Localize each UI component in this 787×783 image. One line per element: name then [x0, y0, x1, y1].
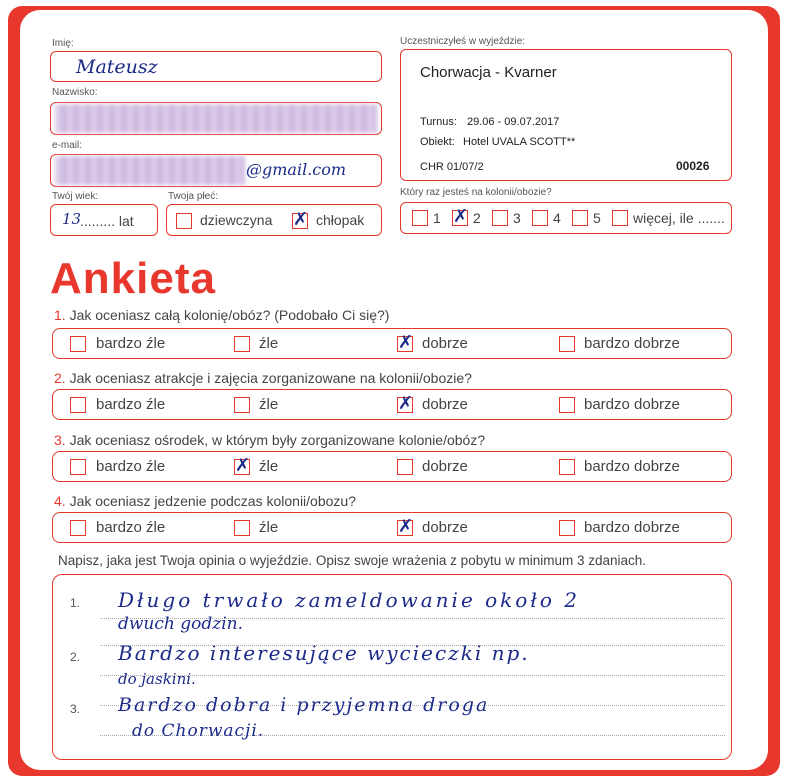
trip-number: 00026: [676, 159, 710, 173]
opinion-prompt: Napisz, jaka jest Twoja opinia o wyjeździe. Opisz swoje wrażenia z pobytu w minimum 3 zdaniach.: [58, 553, 647, 568]
option-label: bardzo dobrze: [584, 335, 680, 352]
checkbox-times-more[interactable]: [612, 210, 628, 226]
opinion-line-5: Bardzo dobra i przyjemna droga: [118, 694, 490, 716]
email-value: @gmail.com: [246, 160, 347, 179]
line-number-3: 3.: [70, 702, 81, 716]
question-text: Jak oceniasz ośrodek, w którym były zorganizowane kolonie/obóz?: [69, 432, 486, 448]
obiekt-value: Hotel UVALA SCOTT**: [463, 136, 576, 148]
times-option-5: 5: [593, 210, 601, 226]
checkbox-q3-option-3[interactable]: [397, 459, 413, 475]
age-label: Twój wiek:: [52, 191, 99, 202]
option-label: źle: [259, 335, 279, 352]
gender-option-chlopak: chłopak: [316, 212, 365, 228]
checkbox-q2-option-4[interactable]: [559, 397, 575, 413]
option-label: bardzo dobrze: [584, 519, 680, 536]
check-mark-icon: ✗: [398, 393, 414, 414]
name-label: Imię:: [52, 38, 74, 49]
opinion-line-4: do jaskini.: [118, 670, 196, 688]
option-label: dobrze: [422, 519, 468, 536]
option-label: bardzo źle: [96, 396, 166, 413]
age-value: 13: [62, 210, 82, 228]
line-number-2: 2.: [70, 650, 81, 664]
checkbox-times-2[interactable]: [452, 206, 469, 227]
option-label: dobrze: [422, 335, 468, 352]
surname-redaction: [55, 104, 377, 133]
checkbox-q2-option-1[interactable]: [70, 397, 86, 413]
checkbox-times-3[interactable]: [492, 210, 508, 226]
checkbox-q3-option-1[interactable]: [70, 459, 86, 475]
question-number: 1.: [54, 307, 66, 323]
times-option-3: 3: [513, 210, 521, 226]
times-option-4: 4: [553, 210, 561, 226]
option-label: bardzo źle: [96, 335, 166, 352]
email-label: e-mail:: [52, 140, 83, 151]
option-label: bardzo dobrze: [584, 458, 680, 475]
checkbox-dziewczyna[interactable]: [176, 213, 192, 229]
trip-code: CHR 01/07/2: [420, 161, 484, 173]
option-label: źle: [259, 458, 279, 475]
checkbox-q4-option-4[interactable]: [559, 520, 575, 536]
checkbox-chlopak[interactable]: [292, 209, 309, 230]
times-option-1: 1: [433, 210, 441, 226]
opinion-line-2: dwuch godzin.: [118, 614, 244, 634]
survey-title: Ankieta: [50, 254, 216, 303]
surname-label: Nazwisko:: [52, 87, 98, 98]
option-label: dobrze: [422, 458, 468, 475]
option-label: dobrze: [422, 396, 468, 413]
obiekt-label: Obiekt:: [420, 136, 455, 148]
trip-name: Chorwacja - Kvarner: [420, 64, 557, 81]
checkbox-q1-option-1[interactable]: [70, 336, 86, 352]
question-number: 3.: [54, 432, 66, 448]
times-option-more: więcej, ile .......: [633, 210, 725, 226]
email-redaction: [55, 156, 245, 185]
checkbox-times-1[interactable]: [412, 210, 428, 226]
times-option-2: 2: [473, 210, 481, 226]
question-text: Jak oceniasz atrakcje i zajęcia zorganizowane na kolonii/obozie?: [69, 370, 472, 386]
checkbox-q2-option-3[interactable]: [397, 393, 414, 414]
check-mark-icon: ✗: [453, 206, 469, 227]
age-unit: ......... lat: [80, 213, 134, 229]
check-mark-icon: ✗: [293, 209, 309, 230]
checkbox-q1-option-2[interactable]: [234, 336, 250, 352]
check-mark-icon: ✗: [398, 516, 414, 537]
question-number: 2.: [54, 370, 66, 386]
checkbox-q4-option-3[interactable]: [397, 516, 414, 537]
check-mark-icon: ✗: [235, 455, 251, 476]
option-label: źle: [259, 519, 279, 536]
checkbox-q2-option-2[interactable]: [234, 397, 250, 413]
question-2: [54, 370, 472, 386]
option-label: bardzo źle: [96, 519, 166, 536]
check-mark-icon: ✗: [398, 332, 414, 353]
turnus-label: Turnus:: [420, 116, 457, 128]
opinion-line-3: Bardzo interesujące wycieczki np.: [118, 641, 530, 665]
checkbox-q3-option-2[interactable]: [234, 455, 251, 476]
question-text: Jak oceniasz jedzenie podczas kolonii/obozu?: [69, 493, 356, 509]
name-value: Mateusz: [76, 56, 158, 78]
line-number-1: 1.: [70, 596, 81, 610]
opinion-line-6: do Chorwacji.: [132, 721, 265, 741]
participant-label: Uczestniczyłeś w wyjeździe:: [400, 36, 526, 47]
checkbox-q4-option-2[interactable]: [234, 520, 250, 536]
checkbox-q4-option-1[interactable]: [70, 520, 86, 536]
question-1: [54, 307, 389, 323]
question-3: [54, 432, 485, 448]
gender-label: Twoja płeć:: [168, 191, 219, 202]
option-label: źle: [259, 396, 279, 413]
turnus-value: 29.06 - 09.07.2017: [467, 116, 560, 128]
option-label: bardzo dobrze: [584, 396, 680, 413]
checkbox-q1-option-3[interactable]: [397, 332, 414, 353]
option-label: bardzo źle: [96, 458, 166, 475]
times-label: Który raz jesteś na kolonii/obozie?: [400, 187, 552, 198]
gender-option-dziewczyna: dziewczyna: [200, 212, 273, 228]
opinion-line-1: Długo trwało zameldowanie około 2: [118, 588, 580, 612]
question-4: [54, 493, 356, 509]
checkbox-q3-option-4[interactable]: [559, 459, 575, 475]
question-number: 4.: [54, 493, 66, 509]
checkbox-q1-option-4[interactable]: [559, 336, 575, 352]
checkbox-times-4[interactable]: [532, 210, 548, 226]
question-text: Jak oceniasz całą kolonię/obóz? (Podobało Ci się?): [69, 307, 390, 323]
checkbox-times-5[interactable]: [572, 210, 588, 226]
